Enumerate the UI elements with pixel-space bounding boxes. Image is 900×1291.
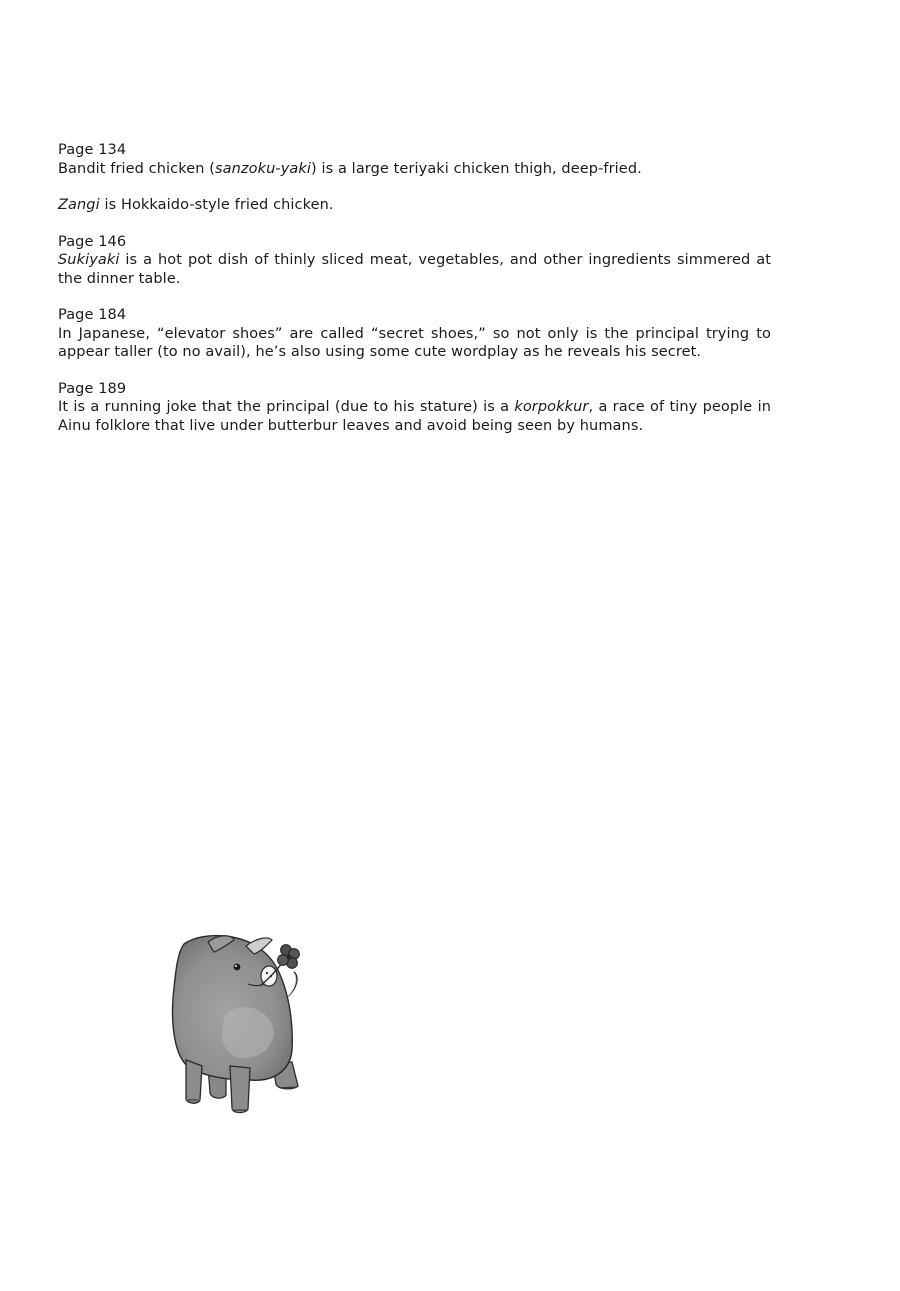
translation-notes bbox=[58, 141, 771, 453]
note-text: , a race of tiny people in Ainu folklore that live under butterbur leaves and avoid being seen by humans. bbox=[58, 399, 771, 434]
note-text: In Japanese, “elevator shoes” are called “secret shoes,” so not only is the principal trying to appear taller (to no avail), he’s also using some cute wordplay as he reveals his secret. bbox=[58, 325, 771, 360]
note-term: Sukiyaki bbox=[58, 252, 120, 268]
note-page-label: Page 184 bbox=[58, 307, 127, 323]
note-paragraph bbox=[58, 251, 771, 288]
note-paragraph bbox=[58, 196, 771, 215]
note-page-label: Page 189 bbox=[58, 380, 127, 397]
note-page-134 bbox=[58, 141, 771, 215]
note-page-189 bbox=[58, 380, 771, 436]
note-text: is a hot pot dish of thinly sliced meat, vegetables, and other ingredients simmered at the dinner table. bbox=[58, 252, 771, 287]
note-term: sanzoku-yaki bbox=[215, 160, 312, 177]
note-page-label: Page 146 bbox=[58, 233, 127, 250]
note-term: Zangi bbox=[58, 197, 100, 213]
note-text: Bandit fried chicken ( bbox=[58, 160, 215, 177]
pig-with-flower-illustration bbox=[168, 932, 308, 1117]
note-paragraph bbox=[58, 398, 771, 435]
note-paragraph bbox=[58, 160, 771, 179]
note-page-label: Page 134 bbox=[58, 142, 127, 158]
note-text: ) is a large teriyaki chicken thigh, deep-fried. bbox=[311, 160, 642, 177]
note-page-184 bbox=[58, 306, 771, 362]
note-paragraph bbox=[58, 325, 771, 362]
note-text: It is a running joke that the principal (due to his stature) is a bbox=[58, 399, 515, 415]
note-text: is Hokkaido-style fried chicken. bbox=[99, 197, 334, 213]
note-term: korpokkur bbox=[514, 399, 589, 415]
note-page-146 bbox=[58, 233, 771, 289]
